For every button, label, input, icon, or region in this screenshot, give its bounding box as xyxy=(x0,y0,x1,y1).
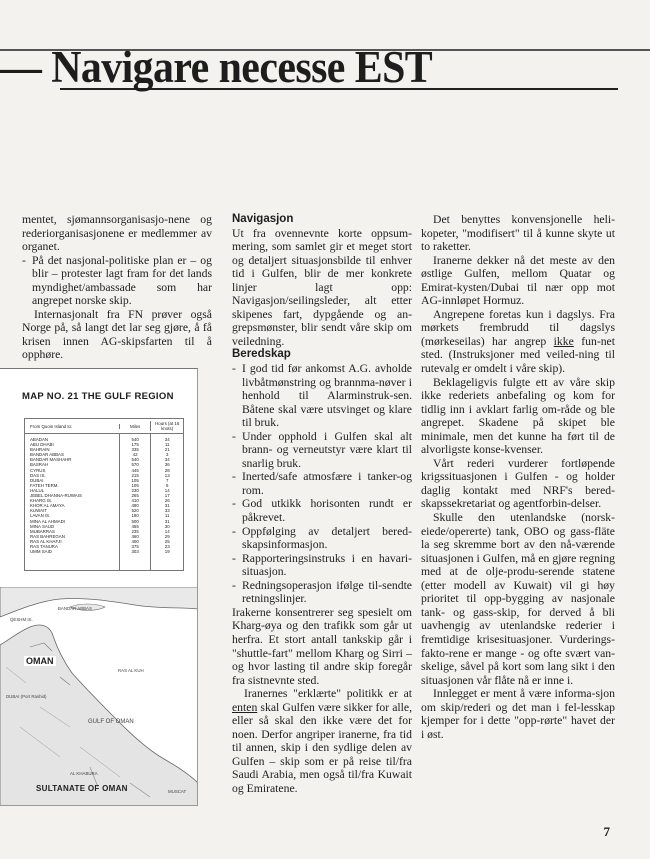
bullet-text: På det nasjonal-politiske plan er – og blir – protester lagt fram for det lands myndighet/ambassade som har angrepet norske skip. xyxy=(32,253,212,308)
bullet-text: God utkikk horisonten rundt er påkrevet. xyxy=(242,497,412,525)
bullet-item: - God utkikk horisonten rundt er påkrevet. xyxy=(232,497,412,525)
label-dubai: DUBAI (Port Rashid) xyxy=(6,694,47,699)
paragraph: Irakerne konsentrerer seg spesielt om Kharg-øya og den trafikk som går ut herfra. Et stort antall tankskip går i "shuttle-fart" mellom Kharg og Sirri – og hvor lasting til andre skip foregår fra sistnevnte sted. xyxy=(232,605,412,687)
header-from: From Quoin Island to: xyxy=(30,423,73,429)
bullet-text: Inerted/safe atmosfære i tanker-og rom. xyxy=(242,470,412,497)
paragraph: Internasjonalt fra FN prøver også Norge på, så langt det lar seg gjøre, å få krisen innen AG-skipsfarten til å opphøre. xyxy=(22,307,212,362)
paragraph xyxy=(421,308,615,376)
bullet-text: Under opphold i Gulfen skal alt brann- og verneutstyr være klart til snarlig bruk. xyxy=(242,429,412,470)
bullet-item: - Redningsoperasjon ifølge til-sendte retningslinjer. xyxy=(232,578,412,606)
paragraph: Iranerne dekker nå det meste av den østlige Gulfen, mellom Quatar og Emirat-kysten/Dubai til nær opp mot AG-innløpet Hormuz. xyxy=(421,253,615,308)
header-miles: Miles xyxy=(119,424,151,429)
bullet-item: - På det nasjonal-politiske plan er – og blir – protester lagt fram for det lands myndighet/ambassade som har angrepet norske skip. xyxy=(22,253,212,308)
label-al-khaburah: AL KHABURA xyxy=(70,771,98,776)
label-qeshm: QESHM IS. xyxy=(10,617,33,622)
paragraph: Ut fra ovennevnte korte oppsum-mering, som samlet gir et meget stort og detaljert situasjonsbilde til enhver tid i Gulfen, blir de mer konkrete linjer lagt opp: Navigasjon/seilingsleder, alt etter skipenes fart, dypgående og an-grepsmønster, blir sendt våre skip om veiledning. xyxy=(232,226,412,348)
paragraph: mentet, sjømannsorganisasjo-nene og rederiorganisasjonene er medlemmer av organet. xyxy=(22,213,212,254)
paragraph: Innlegget er ment å være informa-sjon om skip/rederi og det man i fel-lesskap kjemper for i dette "opp-rørte" havet der i øst. xyxy=(421,687,615,741)
page-number: 7 xyxy=(603,824,610,839)
bullet-item: - Oppfølging av detaljert bered-skapsinformasjon. xyxy=(232,524,412,552)
paragraph: Det benyttes konvensjonelle heli-kopeter, "modifisert" til å kunne skyte ut to raketter. xyxy=(421,213,615,254)
bullet-text: Rapporteringsinstruks i en havari-situasjon. xyxy=(242,551,412,579)
section-heading-navigasjon: Navigasjon xyxy=(232,213,294,225)
paragraph: Vårt rederi vurderer fortløpende krigssituasjonen i Gulfen - og holder daglig kontakt med NRF's bered-skapssekretariat og agentforbin-delser. xyxy=(421,456,615,511)
miles-column: 540 175 335 42 540 570 445 215 105 105 230 265 410 490 520 180 500 455 235 460 400 375 303 xyxy=(119,434,151,570)
label-oman: OMAN xyxy=(26,656,54,666)
section-heading-beredskap: Beredskap xyxy=(232,348,291,361)
bullet-item: - I god tid før ankomst A.G. avholde livbåtmønstring og brannma-nøver i henhold til Alarminstruk-sen. Båtene skal være utsvinget og klare til bruk. xyxy=(232,362,412,430)
column-3 xyxy=(421,213,615,741)
label-bandar-abbas: BANDAR ABBAS xyxy=(58,606,92,611)
header-hours: Hours (at 16 knots) xyxy=(150,421,183,431)
distance-table xyxy=(24,418,184,571)
label-gulf-of-oman: GULF OF OMAN xyxy=(88,719,134,725)
map-title: MAP NO. 21 THE GULF REGION xyxy=(22,391,174,402)
table-header xyxy=(25,419,183,434)
column-2 xyxy=(232,213,412,796)
table-body xyxy=(25,434,183,570)
bullet-item: - Rapporteringsinstruks i en havari-situasjon. xyxy=(232,551,412,579)
label-sultanate-of-oman: SULTANATE OF OMAN xyxy=(36,784,128,793)
text-run: Iranernes "erklærte" politikk er at xyxy=(244,687,412,701)
bullet-text: Oppfølging av detaljert bered-skapsinformasjon. xyxy=(242,524,412,552)
text-run: Angrepene foretas kun i dagslys. Fra mørkets frembrudd til dagslys (mørkeseilas) har angrep xyxy=(421,307,615,348)
label-muscat: MUSCAT xyxy=(168,789,187,794)
bullet-text: Redningsoperasjon ifølge til-sendte retningslinjer. xyxy=(242,578,412,606)
bullet-text: I god tid før ankomst A.G. avholde livbåtmønstring og brannma-nøver i henhold til Alarminstruk-sen. Båtene skal være utsvinget og klare til bruk. xyxy=(242,362,412,430)
text-run: skal Gulfen være sikker for alle, eller så skal den ikke være det for noen. Derfor angriper iranerne, fra tid til annen, skip i den sydlige delen av Gulfen – skip som er på reise til/fra Saudi Arabia, men også til/fra Kuwait og Emiratene. xyxy=(232,700,412,795)
bullet-item: - Under opphold i Gulfen skal alt brann- og verneutstyr være klart til snarlig bruk. xyxy=(232,429,412,470)
bullet-item: - Inerted/safe atmosfære i tanker-og rom. xyxy=(232,470,412,497)
text-run: fun-net sted. (Instruksjoner med veiled-ning til rutevalg er omdelt i våre skip). xyxy=(421,334,615,376)
place-column: ABADAN ABU DHABI BAHRAIN BANDAR ABBAS BANDAR MASHAHR BASRAH CYRUS DAS IS. DUBAI FATEH TERM. HALUL JEBEL DHANNA-RUWAIS KHARG IS. KHOR AL AMAYA KUWAIT LAVAN IS. MINA AL AHMADI MINA SAUD MUBARRAS RAS BAHREGAN RAS AL KHAFJI RAS TANURA UMM SAID xyxy=(30,437,82,555)
paragraph: Beklageligvis fulgte ett av våre skip ikke rederiets anbefaling og kom for tidlig inn i avklart farlig om-råde og ble angrepet. Skadene på skipet ble minimale, men det kunne ha ført til de alvorligste konse-kvenser. xyxy=(421,375,615,457)
column-1 xyxy=(22,213,212,362)
label-ras-al-kuh: RAS AL KUH xyxy=(118,668,144,673)
paragraph: Skulle den utenlandske (norsk-eiede/opererte) tank, OBO og gass-fläte la seg skremme bort av den nå-værende situasjonen i Gulfen, må en gjøre regning med at de olje-produ-serende statene (etter modell av Kuwait) vil gi høy prioritet til opp-bygging av nasjonale tank- og gass-skip, for derved å bli uavhengig av utenlandske rederier i fremtidige krisesituasjoner. Vurderings-fakto-rene er mange - og ofte svært van-skelige, såvel på kort som lang sikt i den situasjonen vår flåte nå er inne i. xyxy=(421,511,615,687)
underlined-word: ikke xyxy=(553,334,574,348)
gulf-region-map xyxy=(0,368,198,806)
headline: — Navigare necesse EST xyxy=(0,42,433,92)
underlined-word: enten xyxy=(232,700,258,714)
paragraph xyxy=(232,687,412,795)
hours-column: 34 11 21 3 34 36 28 13 7 6 14 17 26 31 33 11 31 30 14 29 25 23 19 xyxy=(150,434,183,570)
